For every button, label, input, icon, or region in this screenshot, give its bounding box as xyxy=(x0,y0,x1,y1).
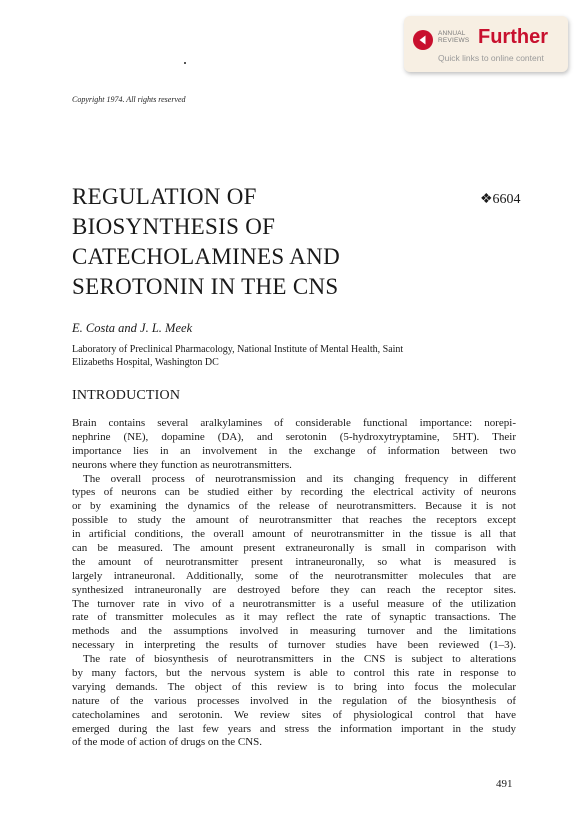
affiliation xyxy=(72,343,512,369)
authors: E. Costa and J. L. Meek xyxy=(72,321,193,335)
body-line: largely intraneuronal. Additionally, some of the neurotransmitter molecules that are xyxy=(72,569,516,582)
body-line: of the mode of action of drugs on the CNS. xyxy=(72,736,263,749)
body-line: varying demands. The object of this review is to bring into focus the molecular xyxy=(72,680,516,693)
article-title xyxy=(72,182,340,302)
affiliation-line: Elizabeths Hospital, Washington DC xyxy=(72,357,219,368)
affiliation-line: Laboratory of Preclinical Pharmacology, National Institute of Mental Health, Saint xyxy=(72,344,404,355)
body-line: importance lies in an involvement in the exchange of information between two xyxy=(72,444,516,457)
annual-reviews-logo xyxy=(438,30,478,44)
copyright-notice: Copyright 1974. All rights reserved xyxy=(72,95,186,104)
title-line: REGULATION OF xyxy=(72,184,257,209)
body-line: in artificial conditions, the overall amount of neurotransmitter in the tissue is all that xyxy=(72,528,516,541)
title-line: CATECHOLAMINES AND xyxy=(72,244,340,269)
body-line: neurons where they function as neurotransmitters. xyxy=(72,458,292,471)
article-code: ❖6604 xyxy=(480,192,521,207)
body-line: The overall process of neurotransmission and its changing frequency in different xyxy=(83,472,516,485)
title-line: BIOSYNTHESIS OF xyxy=(72,214,276,239)
body-line: The rate of biosynthesis of neurotransmitters in the CNS is subject to alterations xyxy=(83,653,516,666)
body-line: by many factors, but the nervous system is able to control this rate in response to xyxy=(72,667,516,680)
body-line: necessary in interpreting the results of turnover studies have been reviewed (1–3). xyxy=(72,639,516,652)
title-line: SEROTONIN IN THE CNS xyxy=(72,274,339,299)
page-number: 491 xyxy=(496,778,513,790)
body-line: The turnover rate in vivo of a neurotransmitter is a useful measure of the utilization xyxy=(72,597,516,610)
play-icon xyxy=(413,30,433,50)
body-line: Brain contains several aralkylamines of considerable functional importance: norepi- xyxy=(72,417,516,429)
section-heading: INTRODUCTION xyxy=(72,388,181,403)
body-line: nephrine (NE), dopamine (DA), and serotonin (5-hydroxytryptamine, 5HT). Their xyxy=(72,430,516,443)
scan-speck xyxy=(184,62,186,64)
brand-bottom: REVIEWS xyxy=(438,37,470,44)
body-line: or by examining the dynamics of the release of neurotransmitters. Because it is not xyxy=(72,500,516,513)
body-line: catecholamines and serotonin. We review sites of physiological control that have xyxy=(72,708,516,721)
body-line: the amount of neurotransmitter present intraneuronally, so what is measured is xyxy=(72,555,516,568)
body-line: types of neurons can be studied either by recording the electrical activity of neurons xyxy=(72,486,516,499)
brand-top: ANNUAL xyxy=(438,30,466,37)
badge-subtitle[interactable]: Quick links to online content xyxy=(438,53,544,63)
body-line: nature of the various processes involved in the regulation of the biosynthesis of xyxy=(72,694,516,707)
body-text xyxy=(72,417,516,750)
body-line: methods and the assumptions involved in measuring turnover and the limitations xyxy=(72,625,516,638)
body-line: can be measured. The amount present extraneuronally is small in comparison with xyxy=(72,542,516,555)
body-line: emerged during the last few years and stress the information important in the study xyxy=(72,722,516,735)
body-line: possible to study the amount of neurotransmitter that reaches the receptors except xyxy=(72,514,516,527)
annual-reviews-further-badge[interactable] xyxy=(404,16,568,72)
body-line: rate of transmitter molecules as it may reflect the rate of synaptic transactions. The xyxy=(72,611,516,624)
badge-title: Further xyxy=(478,26,548,48)
body-line: synthesized intraneuronally are destroyed before they can reach the receptor sites. xyxy=(72,583,516,596)
